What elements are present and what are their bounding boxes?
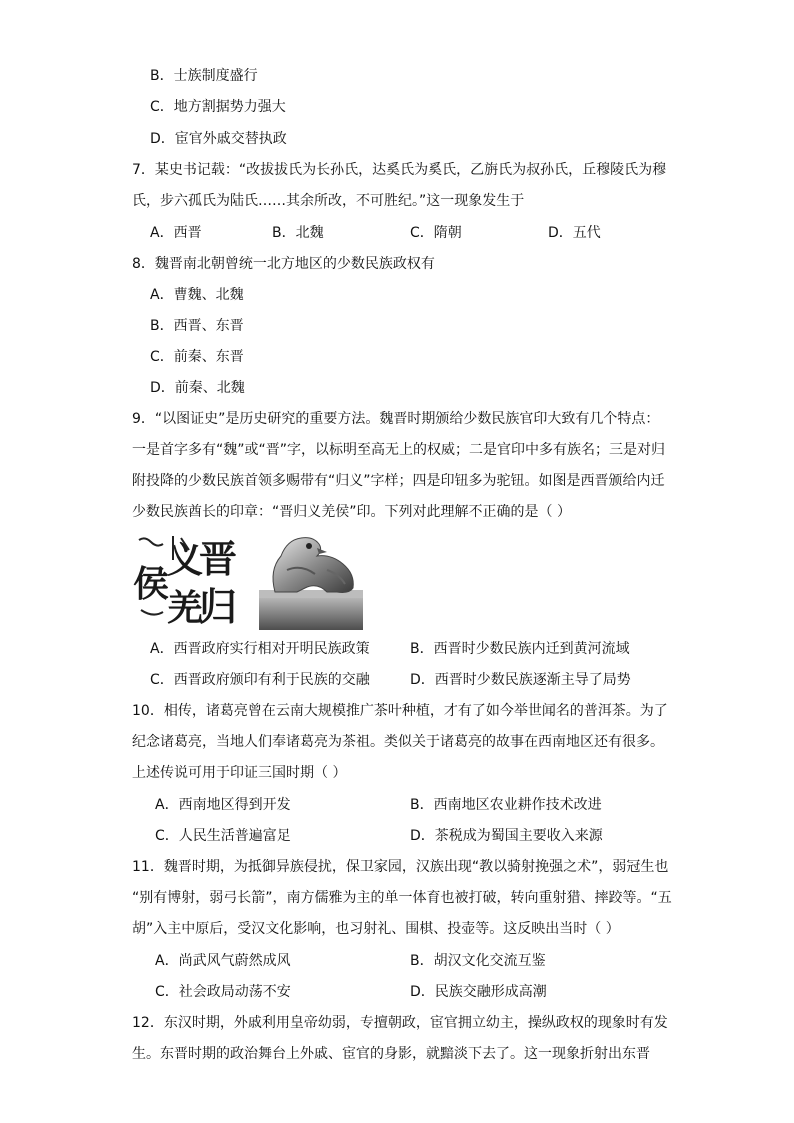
q6-option-b: B．士族制度盛行 (150, 68, 258, 84)
q8-option-a: A．曹魏、北魏 (150, 287, 244, 303)
seal-char-hou: 侯 (133, 563, 170, 605)
q7-stem-line-1: 7．某史书记载：“改拔拔氏为长孙氏，达奚氏为奚氏，乙旃氏为叔孙氏，丘穆陵氏为穆 (132, 162, 667, 178)
q6-option-d: D．宦官外戚交替执政 (150, 131, 287, 147)
q7-option-c: C．隋朝 (410, 225, 462, 241)
q10-option-b: B．西南地区农业耕作技术改进 (410, 797, 602, 813)
q11-option-a: A．尚武风气蔚然成风 (155, 953, 291, 969)
q10-stem-line-2: 纪念诸葛亮，当地人们奉诸葛亮为茶祖。类似关于诸葛亮的故事在西南地区还有很多。 (132, 734, 664, 750)
q9-option-c: C．西晋政府颁印有利于民族的交融 (150, 672, 370, 688)
q11-stem-line-3: 胡”入主中原后，受汉文化影响，也习射礼、围棋、投壶等。这反映出当时（ ） (132, 921, 620, 937)
q12-stem-line-1: 12．东汉时期，外戚利用皇帝幼弱，专擅朝政，宦官拥立幼主，操纵政权的现象时有发 (132, 1015, 668, 1031)
q10-stem-line-1: 10．相传，诸葛亮曾在云南大规模推广茶叶种植，才有了如今举世闻名的普洱茶。为了 (132, 703, 668, 719)
q10-option-d: D．茶税成为蜀国主要收入来源 (410, 828, 603, 844)
q10-stem-line-3: 上述传说可用于印证三国时期（ ） (132, 765, 347, 781)
q8-option-d: D．前秦、北魏 (150, 380, 245, 396)
q12-stem-line-2: 生。东晋时期的政治舞台上外戚、宦官的身影，就黯淡下去了。这一现象折射出东晋 (132, 1046, 650, 1062)
q9-figure (133, 530, 363, 632)
q7-option-d: D．五代 (548, 225, 601, 241)
seal-char-gui: 归 (199, 584, 238, 629)
q8-option-c: C．前秦、东晋 (150, 349, 244, 365)
q7-stem-line-2: 氏，步六孤氏为陆氏……其余所改，不可胜纪。”这一现象发生于 (132, 193, 525, 209)
q11-stem-line-2: “别有博射，弱弓长箭”，南方儒雅为主的单一体育也被打破，转向重射猎、摔跤等。“五 (132, 890, 672, 906)
seal-char-jin: 晋 (199, 536, 238, 581)
q9-stem-line-3: 附投降的少数民族首领多赐带有“归义”字样；四是印钮多为驼钮。如图是西晋颁给内迁 (132, 473, 665, 489)
q8-stem: 8．魏晋南北朝曾统一北方地区的少数民族政权有 (132, 256, 435, 272)
q7-option-a: A．西晋 (150, 225, 202, 241)
q11-option-c: C．社会政局动荡不安 (155, 984, 291, 1000)
q11-option-b: B．胡汉文化交流互鉴 (410, 953, 546, 969)
seal-impression-image (133, 530, 238, 629)
q9-stem-line-4: 少数民族酋长的印章：“晋归义羌侯”印。下列对此理解不正确的是（ ） (132, 504, 571, 520)
q8-option-b: B．西晋、东晋 (150, 318, 244, 334)
q11-option-d: D．民族交融形成高潮 (410, 984, 547, 1000)
q9-option-d: D．西晋时少数民族逐渐主导了局势 (410, 672, 631, 688)
q7-option-b: B．北魏 (272, 225, 324, 241)
q10-option-c: C．人民生活普遍富足 (155, 828, 291, 844)
q10-option-a: A．西南地区得到开发 (155, 797, 291, 813)
q9-stem-line-1: 9．“以图证史”是历史研究的重要方法。魏晋时期颁给少数民族官印大致有几个特点： (132, 411, 660, 427)
q11-stem-line-1: 11．魏晋时期，为抵御异族侵扰，保卫家园，汉族出现“教以骑射挽强之术”，弱冠生也 (132, 859, 669, 875)
q6-option-c: C．地方割据势力强大 (150, 99, 286, 115)
q9-option-b: B．西晋时少数民族内迁到黄河流域 (410, 641, 630, 657)
q9-stem-line-2: 一是首字多有“魏”或“晋”字，以标明至高无上的权威；二是官印中多有族名；三是对归 (132, 442, 666, 458)
seal-char-qiang: 羌 (167, 587, 204, 629)
camel-knob-seal-photo (257, 530, 365, 632)
seal-char-yi: 义 (167, 539, 204, 581)
q9-option-a: A．西晋政府实行相对开明民族政策 (150, 641, 370, 657)
